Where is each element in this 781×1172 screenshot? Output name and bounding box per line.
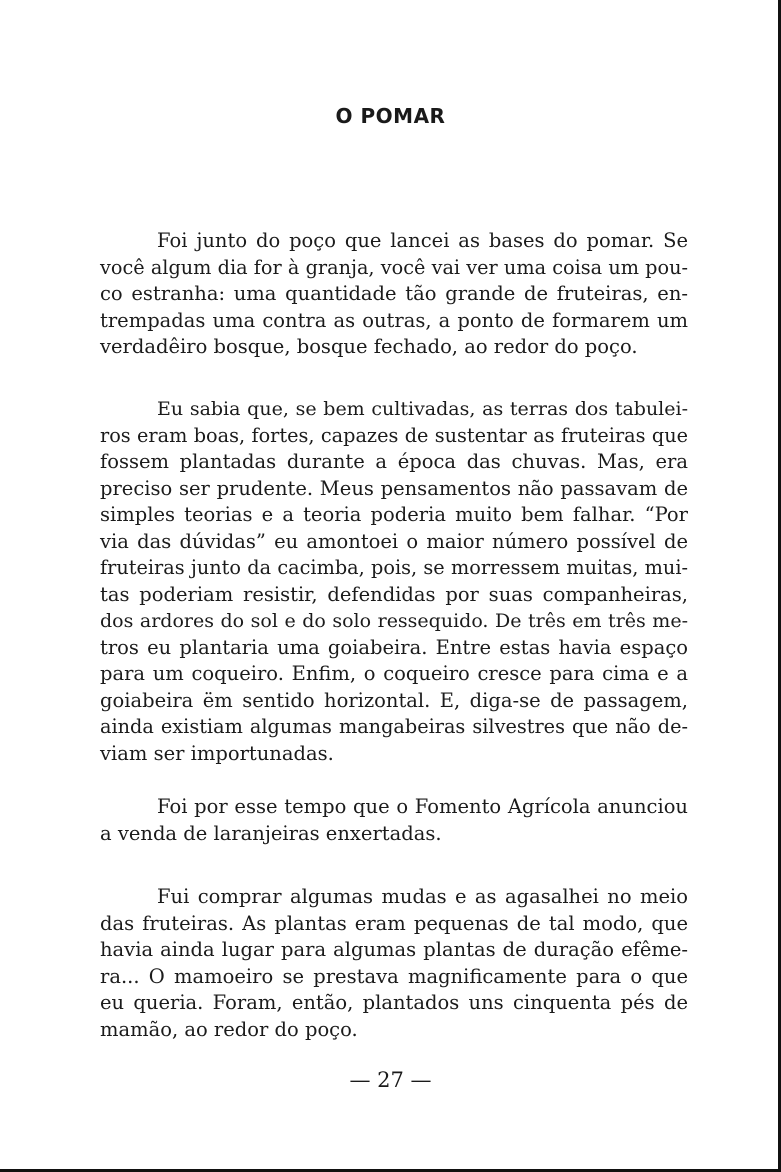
text-line: goiabeira ëm sentido horizontal. E, diga-se de passagem, [100, 688, 688, 712]
text-line: trempadas uma contra as outras, a ponto de formarem um [100, 308, 688, 332]
text-line: Eu sabia que, se bem cultivadas, as terras dos tabulei- [157, 398, 688, 420]
text-line: Foi junto do poço que lancei as bases do pomar. Se [157, 229, 688, 252]
text-line: havia ainda lugar para algumas plantas de duração efême- [100, 938, 688, 961]
text-line: verdadêiro bosque, bosque fechado, ao redor do poço. [100, 335, 638, 358]
text-line: a venda de laranjeiras enxertadas. [100, 821, 442, 845]
text-line: tas poderiam resistir, defendidas por suas companheiras, [100, 582, 688, 606]
text-line: ainda existiam algumas mangabeiras silvestres que não de- [100, 715, 688, 738]
text-line: ra... O mamoeiro se prestava magnificamente para o que [100, 964, 688, 988]
text-line: para um coqueiro. Enfim, o coqueiro cresce para cima e a [100, 662, 688, 685]
text-line: ros eram boas, fortes, capazes de sustentar as fruteiras que [100, 423, 688, 447]
text-line: tros eu plantaria uma goiabeira. Entre estas havia espaço [100, 635, 688, 659]
paragraph-3 [100, 794, 688, 847]
text-line: fossem plantadas durante a época das chuvas. Mas, era [100, 450, 688, 473]
paragraph-1 [100, 228, 688, 361]
text-line: das fruteiras. As plantas eram pequenas de tal modo, que [100, 911, 688, 935]
paragraph-2 [100, 396, 688, 767]
text-line: você algum dia for à granja, você vai ver uma coisa um pou- [100, 255, 688, 279]
text-line: viam ser importunadas. [100, 741, 334, 765]
text-line: mamão, ao redor do poço. [100, 1017, 358, 1041]
text-line: eu queria. Foram, então, plantados uns cinquenta pés de [100, 991, 688, 1014]
text-line: Foi por esse tempo que o Fomento Agrícola anunciou [157, 795, 688, 818]
chapter-title: O POMAR [335, 104, 446, 128]
text-line: fruteiras junto da cacimba, pois, se morressem muitas, mui- [100, 556, 688, 579]
text-line: co estranha: uma quantidade tão grande de fruteiras, en- [100, 282, 688, 305]
text-line: simples teorias e a teoria poderia muito bem falhar. “Por [100, 503, 688, 526]
text-line: via das dúvidas” eu amontoei o maior número possível de [100, 529, 688, 553]
paragraph-4 [100, 884, 688, 1043]
text-line: dos ardores do sol e do solo ressequido. De três em três me- [100, 610, 688, 632]
text-line: Fui comprar algumas mudas e as agasalhei no meio [157, 885, 688, 908]
page-number: — 27 — [349, 1068, 432, 1092]
text-line: preciso ser prudente. Meus pensamentos não passavam de [100, 476, 688, 500]
